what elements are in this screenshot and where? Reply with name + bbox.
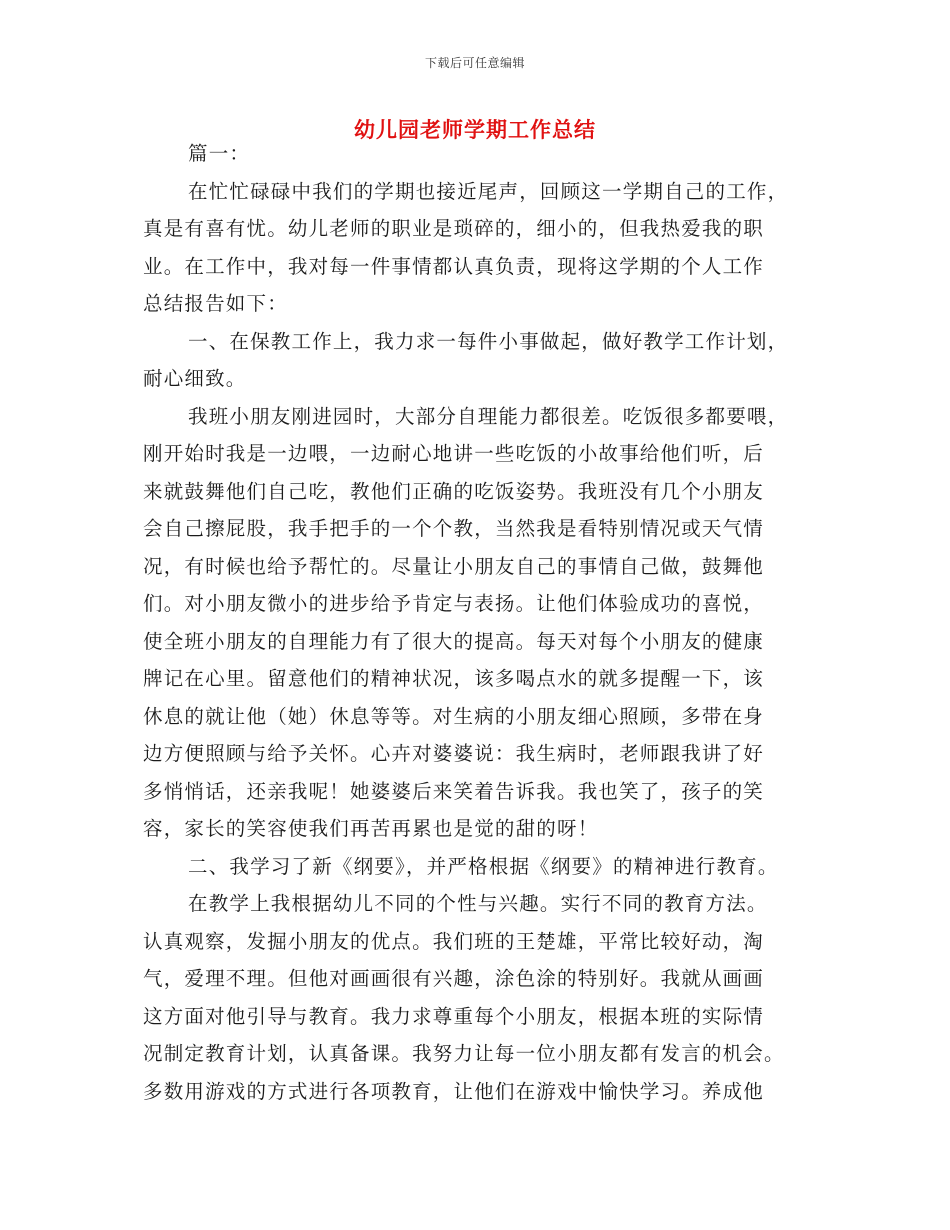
text-line: 真是有喜有忧。幼儿老师的职业是琐碎的，细小的，但我热爱我的职: [143, 217, 765, 240]
text-line: 来就鼓舞他们自己吃，教他们正确的吃饭姿势。我班没有几个小朋友: [143, 479, 765, 503]
text-line: 二、我学习了新《纲要》，并严格根据《纲要》的精神进行教育。: [188, 854, 779, 878]
text-line: 这方面对他引导与教育。我力求尊重每个小朋友，根据本班的实际情: [143, 1004, 765, 1028]
text-line: 气，爱理不理。但他对画画很有兴趣，涂色涂的特别好。我就从画画: [143, 967, 765, 990]
text-line: 我班小朋友刚进园时，大部分自理能力都很差。吃饭很多都要喂，: [188, 404, 789, 428]
text-line: 在忙忙碌碌中我们的学期也接近尾声，回顾这一学期自己的工作，: [188, 179, 789, 203]
text-line: 们。对小朋友微小的进步给予肯定与表扬。让他们体验成功的喜悦，: [143, 592, 765, 615]
text-line: 篇一：: [188, 142, 251, 165]
text-line: 休息的就让他（她）休息等等。对生病的小朋友细心照顾，多带在身: [143, 704, 765, 728]
text-line: 会自己擦屁股，我手把手的一个个教，当然我是看特别情况或天气情: [143, 517, 765, 540]
text-line: 边方便照顾与给予关怀。心卉对婆婆说：我生病时，老师跟我讲了好: [143, 742, 765, 765]
text-line: 多数用游戏的方式进行各项教育，让他们在游戏中愉快学习。养成他: [143, 1079, 765, 1103]
text-line: 容，家长的笑容使我们再苦再累也是觉的甜的呀！: [143, 817, 599, 840]
text-line: 多悄悄话，还亲我呢！她婆婆后来笑着告诉我。我也笑了，孩子的笑: [143, 779, 765, 803]
text-line: 业。在工作中，我对每一件事情都认真负责，现将这学期的个人工作: [143, 254, 765, 278]
text-line: 况制定教育计划，认真备课。我努力让每一位小朋友都有发言的机会。: [143, 1042, 785, 1065]
text-line: 使全班小朋友的自理能力有了很大的提高。每天对每个小朋友的健康: [143, 629, 765, 653]
text-line: 牌记在心里。留意他们的精神状况，该多喝点水的就多提醒一下，该: [143, 667, 765, 690]
document-title: 幼儿园老师学期工作总结: [354, 117, 596, 142]
text-line: 刚开始时我是一边喂，一边耐心地讲一些吃饭的小故事给他们听，后: [143, 442, 765, 465]
text-line: 在教学上我根据幼儿不同的个性与兴趣。实行不同的教育方法。: [188, 892, 768, 915]
text-line: 认真观察，发掘小朋友的优点。我们班的王楚雄，平常比较好动，淘: [143, 929, 765, 953]
text-line: 耐心细致。: [143, 367, 247, 390]
text-line: 总结报告如下：: [143, 292, 288, 315]
text-line: 一、在保教工作上，我力求一每件小事做起，做好教学工作计划，: [188, 329, 789, 353]
document-body: [143, 135, 811, 1110]
text-line: 况，有时候也给予帮忙的。尽量让小朋友自己的事情自己做，鼓舞他: [143, 554, 765, 578]
header-note: 下载后可任意编辑: [424, 56, 525, 70]
